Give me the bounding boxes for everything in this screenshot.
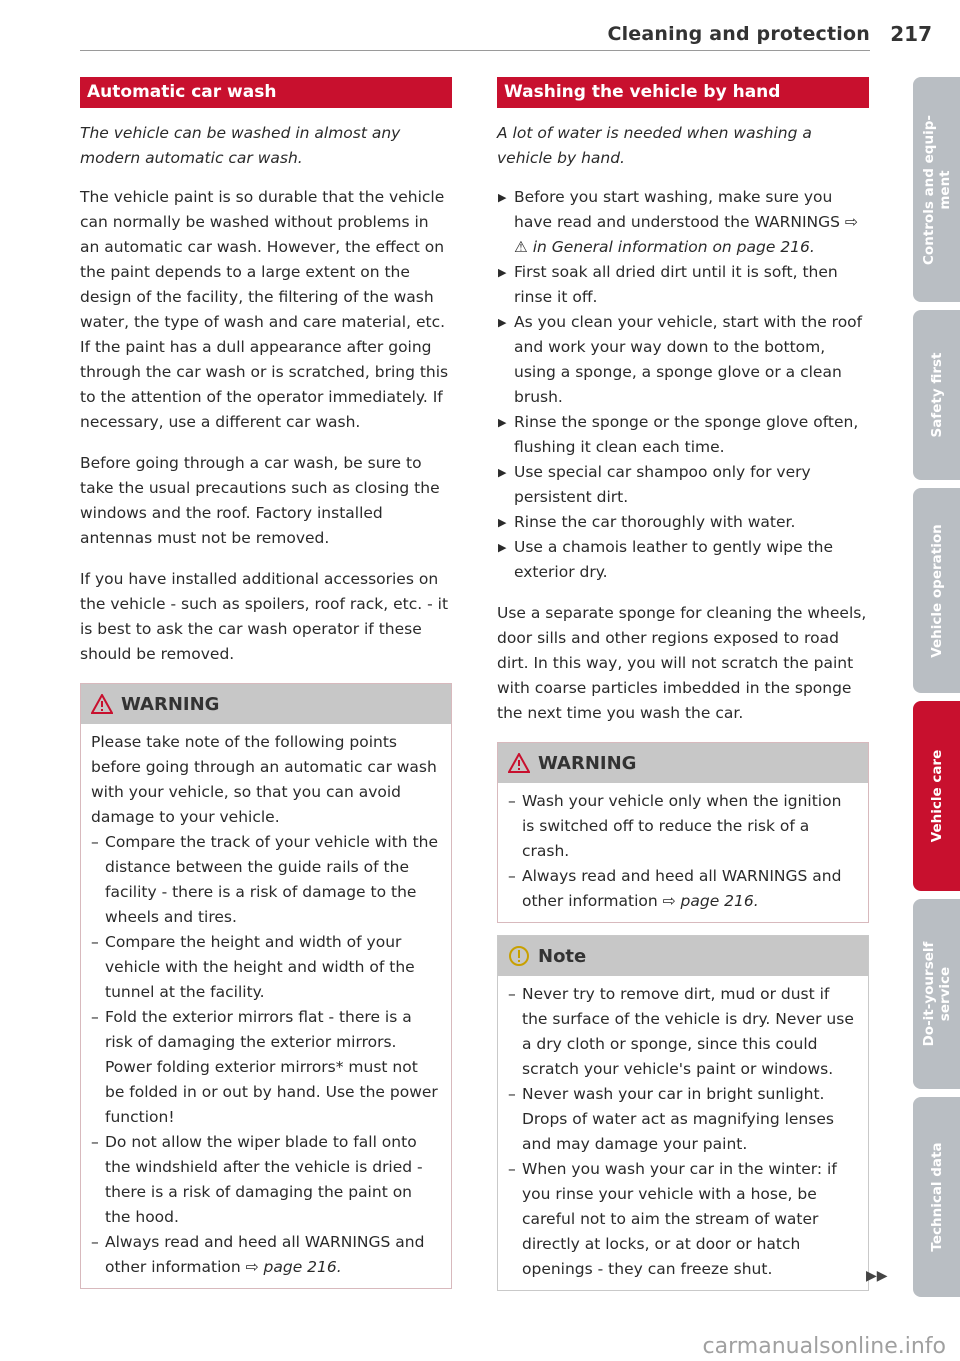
paragraph: If you have installed additional accessories on the vehicle - such as spoilers, roof rack, etc. - it is best to ask the car wash operator if these should be removed. [80,570,449,663]
header-rule [80,50,870,51]
tab-vehicle-care[interactable]: Vehicle care [913,701,960,891]
continue-arrow-icon: ▶▶ [866,1268,888,1284]
section-heading-washing-by-hand: Washing the vehicle by hand [497,77,869,108]
paragraph: The vehicle paint is so durable that the vehicle can normally be washed without problems in an automatic car wash. However, the effect on the paint depends to a large extent on the design of the facility, the filtering of the wash water, the type of wash and care material, etc. If the paint has a dull appearance after going through the car wash or is scratched, bring this to the attention of the operator immediately. If necessary, use a different car wash. [80,188,449,431]
warning-item: – Fold the exterior mirrors flat - there is a risk of damaging the exterior mirrors. Power folding exterior mirrors* must not be folded in or out by hand. Use the power function! [91,1008,438,1126]
step-item: ▶ Use a chamois leather to gently wipe the exterior dry. [497,535,869,585]
note-title: Note [538,945,587,967]
lead-text: A lot of water is needed when washing a vehicle by hand. [497,124,812,167]
page-reference-link[interactable]: ⇨ ⚠ in General information on page 216. [514,213,858,256]
warning-item: – Always read and heed all WARNINGS and other information ⇨ page 216. [91,1233,425,1276]
note-header [498,936,868,976]
warning-item: – Do not allow the wiper blade to fall onto the windshield after the vehicle is dried - there is a risk of damaging the paint on the hood. [91,1133,423,1226]
note-body [498,976,868,1290]
warning-body [498,783,868,922]
arrow-bullet-icon: ▶ [498,516,507,529]
warning-item: – Compare the height and width of your vehicle with the height and width of the tunnel at the facility. [91,933,415,1001]
tab-controls-and-equipment[interactable]: Controls and equip- ment [913,77,960,302]
arrow-bullet-icon: ▶ [498,466,507,479]
arrow-bullet-icon: ▶ [498,541,507,554]
note-item: – Never wash your car in bright sunlight. Drops of water act as magnifying lenses and may damage your paint. [508,1085,834,1153]
tab-safety-first[interactable]: Safety first [913,310,960,480]
step-item: ▶ Use special car shampoo only for very persistent dirt. [497,460,869,510]
step-item: ▶ As you clean your vehicle, start with the roof and work your way down to the bottom, using a sponge, a sponge glove or a clean brush. [497,310,869,410]
warning-body [81,724,451,1288]
right-column [497,77,869,1291]
running-title: Cleaning and protection [607,23,870,45]
watermark: carmanualsonline.info [702,1334,946,1359]
lead-text: The vehicle can be washed in almost any modern automatic car wash. [80,124,401,167]
paragraph: Before going through a car wash, be sure to take the usual precautions such as closing the windows and the roof. Factory installed antennas must not be removed. [80,454,440,547]
step-item: ▶ First soak all dried dirt until it is soft, then rinse it off. [497,260,869,310]
tab-do-it-yourself-service[interactable]: Do-it-yourself service [913,899,960,1089]
note-info-icon [508,945,530,967]
note-box [497,935,869,1291]
step-item: ▶ Rinse the sponge or the sponge glove often, flushing it clean each time. [497,410,869,460]
tab-vehicle-operation[interactable]: Vehicle operation [913,488,960,693]
arrow-bullet-icon: ▶ [498,191,507,204]
warning-item: – Always read and heed all WARNINGS and other information ⇨ page 216. [508,867,842,910]
step-item: ▶ Before you start washing, make sure you have read and understood the WARNINGS ⇨ ⚠ in General information on page 216. [497,185,869,260]
page-reference-link[interactable]: ⇨ page 216. [245,1258,342,1276]
page-reference-link[interactable]: ⇨ page 216. [662,892,759,910]
warning-item: – Wash your vehicle only when the ignition is switched off to reduce the risk of a crash. [508,792,842,860]
section-heading-automatic-car-wash: Automatic car wash [80,77,452,108]
step-item: ▶ Rinse the car thoroughly with water. [497,510,869,535]
warning-title: WARNING [538,752,637,774]
warning-header [498,743,868,783]
warning-item: – Compare the track of your vehicle with the distance between the guide rails of the facility - there is a risk of damage to the wheels and tires. [91,833,439,926]
note-item: – Never try to remove dirt, mud or dust if the surface of the vehicle is dry. Never use a dry cloth or sponge, since this could scratch your vehicle's paint or windows. [508,985,854,1078]
warning-title: WARNING [121,693,220,715]
warning-intro: Please take note of the following points before going through an automatic car wash with your vehicle, so that you can avoid damage to your vehicle. [91,733,437,826]
page-number: 217 [890,22,932,46]
arrow-bullet-icon: ▶ [498,316,507,329]
warning-header [81,684,451,724]
left-column [80,77,452,1289]
warning-triangle-icon [91,694,113,714]
warning-box [80,683,452,1289]
arrow-bullet-icon: ▶ [498,416,507,429]
warning-box [497,742,869,923]
step-list [497,185,869,585]
paragraph: Use a separate sponge for cleaning the wheels, door sills and other regions exposed to road dirt. In this way, you will not scratch the paint with coarse particles imbedded in the sponge the next time you wash the car. [497,604,867,722]
tab-technical-data[interactable]: Technical data [913,1097,960,1297]
note-item: – When you wash your car in the winter: if you rinse your vehicle with a hose, be careful not to aim the stream of water directly at locks, or at door or hatch openings - they can freeze shut. [508,1160,837,1278]
arrow-bullet-icon: ▶ [498,266,507,279]
warning-triangle-icon [508,753,530,773]
